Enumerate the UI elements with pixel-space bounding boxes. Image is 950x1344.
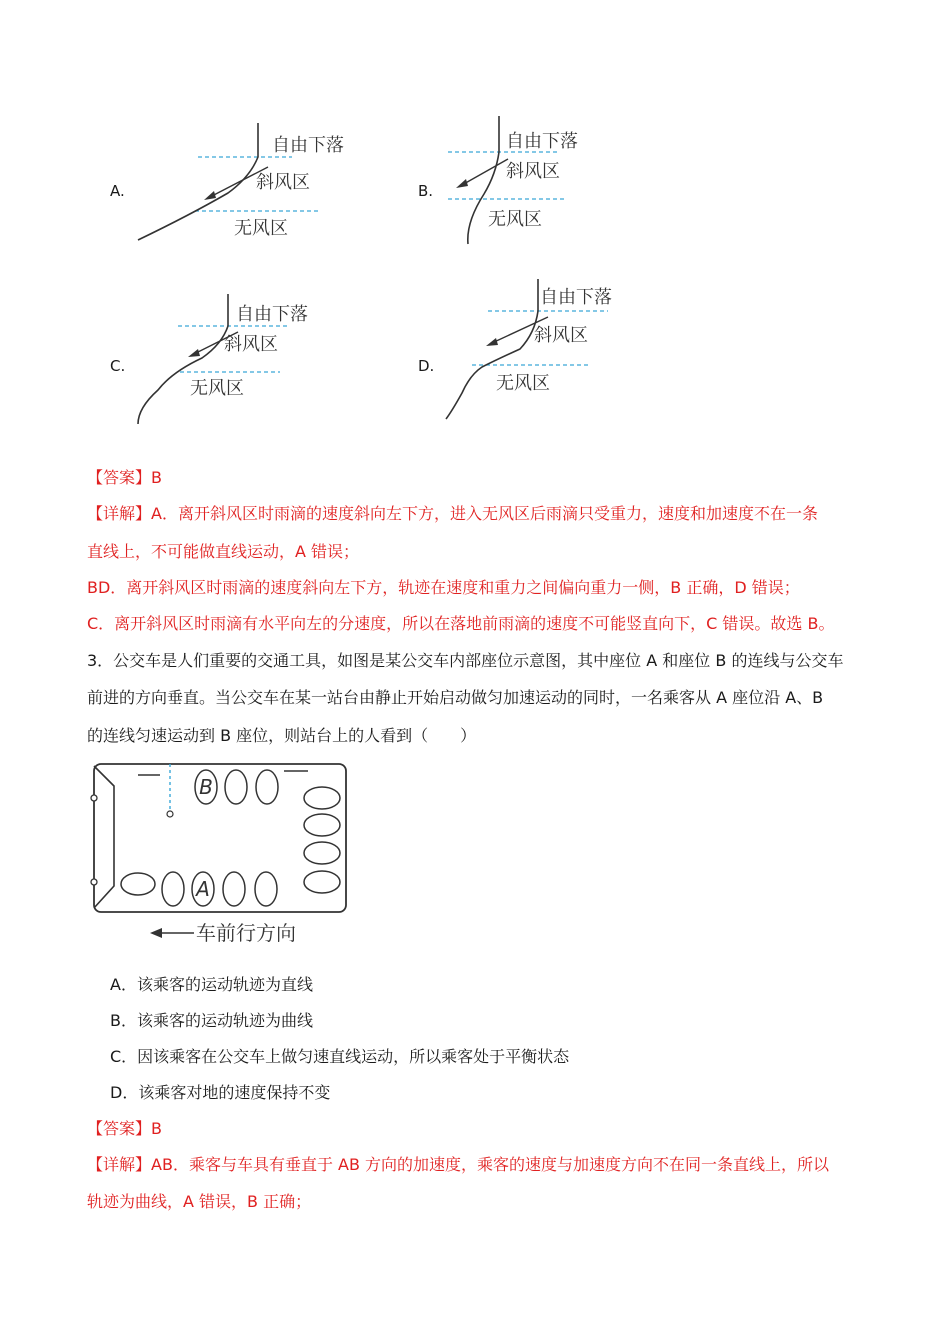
- q2-detail-line1: 【详解】A．离开斜风区时雨滴的速度斜向左下方，进入无风区后雨滴只受重力，速度和加速度不在一条: [87, 504, 818, 523]
- option-a-letter: A.: [110, 182, 125, 200]
- q3-option-c: C．因该乘客在公交车上做匀速直线运动，所以乘客处于平衡状态: [110, 1047, 570, 1066]
- q3-option-a: A．该乘客的运动轨迹为直线: [110, 975, 313, 994]
- label-no-wind: 无风区: [488, 209, 542, 230]
- option-b-letter: B.: [418, 182, 434, 200]
- label-slant-wind: 斜风区: [534, 325, 588, 346]
- q2-detail-bd: BD．离开斜风区时雨滴的速度斜向左下方，轨迹在速度和重力之间偏向重力一侧，B 正确，D 错误；: [87, 578, 800, 597]
- seat-a-label: A: [196, 877, 210, 901]
- label-slant-wind: 斜风区: [506, 161, 560, 182]
- label-free-fall: 自由下落: [506, 131, 578, 152]
- q3-answer: 【答案】B: [87, 1119, 162, 1138]
- q3-stem-line1: 3．公交车是人们重要的交通工具，如图是某公交车内部座位示意图，其中座位 A 和座位 B 的连线与公交车: [87, 651, 844, 670]
- bus-seat-diagram: [86, 758, 356, 948]
- label-no-wind: 无风区: [234, 218, 288, 239]
- label-free-fall: 自由下落: [272, 135, 344, 156]
- q3-stem-line3: 的连线匀速运动到 B 座位，则站台上的人看到（ ）: [87, 726, 477, 745]
- label-slant-wind: 斜风区: [224, 334, 278, 355]
- q3-stem-line2: 前进的方向垂直。当公交车在某一站台由静止开始启动做匀加速运动的同时，一名乘客从 A 座位沿 A、B: [87, 688, 824, 707]
- figure-option-b: [440, 112, 600, 247]
- label-free-fall: 自由下落: [236, 304, 308, 325]
- option-c-letter: C.: [110, 357, 126, 375]
- label-free-fall: 自由下落: [540, 287, 612, 308]
- seat-b-label: B: [199, 775, 213, 799]
- q3-option-d: D．该乘客对地的速度保持不变: [110, 1083, 331, 1102]
- figure-option-c: [130, 290, 330, 430]
- q2-detail-c: C．离开斜风区时雨滴有水平向左的分速度，所以在落地前雨滴的速度不可能竖直向下，C 错误。故选 B。: [87, 614, 835, 633]
- figure-option-a: [130, 115, 360, 250]
- label-no-wind: 无风区: [190, 378, 244, 399]
- direction-label: 车前行方向: [196, 921, 296, 945]
- option-d-letter: D.: [418, 357, 435, 375]
- label-slant-wind: 斜风区: [256, 172, 310, 193]
- q3-option-b: B．该乘客的运动轨迹为曲线: [110, 1011, 313, 1030]
- q3-detail-line1: 【详解】AB．乘客与车具有垂直于 AB 方向的加速度，乘客的速度与加速度方向不在同一条直线上，所以: [87, 1155, 830, 1174]
- q2-answer: 【答案】B: [87, 468, 162, 487]
- q3-detail-line2: 轨迹为曲线，A 错误，B 正确；: [87, 1192, 312, 1211]
- figure-option-d: [440, 275, 640, 425]
- label-no-wind: 无风区: [496, 373, 550, 394]
- q2-detail-line2: 直线上，不可能做直线运动，A 错误；: [87, 542, 360, 561]
